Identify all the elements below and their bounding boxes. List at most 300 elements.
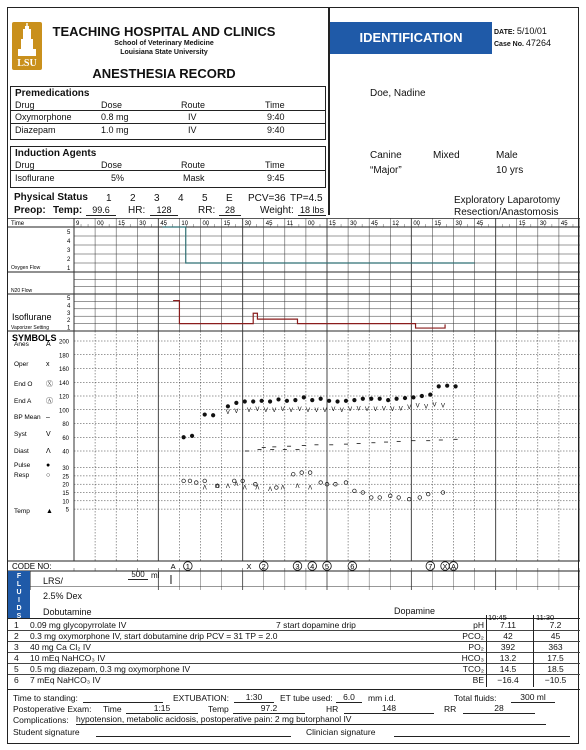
pulse-point [203, 412, 207, 416]
student-signature-label: Student signature [13, 727, 80, 737]
agent-scale-tick: 1 [67, 325, 71, 332]
patient-species: Canine [370, 150, 402, 161]
lab-value-1: 392 [500, 642, 516, 652]
y-scale-tick: 80 [62, 422, 69, 428]
code-mark: 3 [295, 562, 300, 571]
time-tick: 45 [265, 221, 273, 227]
postop-rr-value: 28 [463, 703, 535, 714]
agent-scale-tick: 4 [67, 303, 71, 310]
systolic-point: V [263, 407, 268, 414]
systolic-point: V [398, 406, 403, 413]
footer-section [8, 689, 580, 745]
status-option-4: 4 [178, 193, 184, 204]
code-mark: A [170, 562, 176, 571]
y-scale-tick: 140 [58, 380, 69, 387]
resp-point [426, 492, 430, 496]
agent-scale-tick: 3 [67, 310, 71, 317]
induction-col-time: Time [265, 160, 285, 170]
code-mark: 1 [185, 562, 190, 571]
fluid-row-1: LRS/ [43, 576, 64, 586]
resp-point [378, 496, 382, 500]
symbol-glyph: Ⓐ [46, 398, 53, 405]
systolic-point: V [440, 403, 445, 410]
pulse-point [293, 398, 297, 402]
systolic-point: V [246, 407, 251, 414]
time-tick: 45 [160, 221, 168, 227]
event-number: 2 [14, 631, 19, 641]
lab-value-2: 17.5 [547, 653, 564, 663]
y-scale-tick: 25 [62, 474, 69, 481]
lab-label: HCO₃ [461, 653, 484, 663]
temp-point: Λ [308, 485, 313, 492]
lab-label: PO₂ [468, 642, 484, 652]
resp-point [418, 496, 422, 500]
induction-heading: Induction Agents [15, 148, 97, 159]
pulse-point [190, 434, 194, 438]
resp-point [188, 479, 192, 483]
code-mark: X [246, 562, 252, 571]
pulse-point [243, 399, 247, 403]
fluid-volume: 500 [128, 570, 148, 580]
event-number: 6 [14, 675, 19, 685]
systolic-point: V [289, 407, 294, 414]
symbol-glyph: Ⓧ [46, 381, 53, 388]
pulse-point [211, 413, 215, 417]
time-tick: 00 [202, 221, 210, 227]
systolic-point: V [322, 407, 327, 414]
lab-label: BE [472, 675, 484, 685]
event-text: 10 mEq NaHCO₃ IV [30, 653, 106, 663]
time-tick: 10 [181, 221, 189, 227]
time-tick: 15 [223, 221, 231, 227]
time-tick: 45 [371, 221, 378, 227]
date-label: DATE: [494, 29, 515, 36]
tower-icon [12, 23, 42, 59]
code-mark: A [450, 562, 457, 571]
y-scale-tick: 160 [58, 367, 69, 373]
preop-hr-label: HR: [128, 205, 146, 216]
y-scale-tick: 180 [58, 353, 69, 360]
fluid-row-2: 2.5% Dex [43, 591, 83, 601]
pcv-value: PCV=36 [248, 193, 286, 204]
event-extra: 7 start dopamine drip [276, 620, 356, 630]
anesthesia-record-page [7, 7, 579, 744]
premed-row-1-dose: 0.8 mg [101, 112, 129, 122]
time-tick: 15 [329, 221, 336, 227]
symbol-label: Temp [14, 508, 30, 515]
identification-divider [328, 8, 330, 215]
induction-col-route: Route [181, 160, 206, 170]
patient-breed: Mixed [433, 150, 460, 161]
lab-value-1: 7.11 [500, 620, 516, 630]
pulse-point [352, 398, 356, 402]
pulse-point [378, 397, 382, 401]
resp-point [203, 479, 207, 483]
time-tick: 45 [560, 221, 568, 227]
event-text: 40 mg Ca Cl₂ IV [30, 642, 91, 652]
fluid-row-3: Dobutamine [43, 607, 92, 617]
symbol-glyph: ○ [46, 472, 51, 479]
preop-label: Preop: [14, 205, 46, 216]
patient-age: 10 yrs [496, 165, 524, 176]
event-text: 0.09 mg glycopyrrolate IV [30, 620, 127, 630]
premed-row-1-drug: Oxymorphone [15, 112, 72, 122]
systolic-point: V [348, 407, 353, 414]
temp-point: Λ [280, 485, 285, 492]
status-option-e: E [226, 193, 233, 204]
premed-heading: Premedications [15, 88, 90, 99]
symbol-label: Syst [14, 431, 27, 438]
code-mark: 4 [310, 562, 315, 571]
y-scale-tick: 5 [65, 507, 69, 514]
oxygen-scale-tick: 4 [67, 239, 71, 245]
y-scale-tick: 10 [62, 499, 69, 506]
systolic-point: V [432, 402, 437, 409]
systolic-point: V [390, 407, 395, 414]
extubation-value: 1:30 [234, 692, 274, 703]
systolic-point: V [365, 407, 370, 414]
pulse-point [260, 399, 264, 403]
symbol-label: BP Mean [14, 414, 41, 421]
postop-temp-value: 97.2 [233, 703, 305, 714]
time-tick: 12 [392, 221, 399, 227]
time-tick: 15 [118, 221, 125, 227]
resp-point [308, 471, 312, 475]
fluid-unit: ml [151, 571, 160, 580]
n2o-flow-label: N20 Flow [11, 288, 33, 294]
time-tick: 00 [97, 221, 104, 227]
physical-status-label: Physical Status [14, 192, 88, 203]
symbol-glyph: ▲ [46, 508, 53, 515]
preop-rr-label: RR: [198, 205, 216, 216]
time-tick: 30 [455, 221, 463, 227]
temp-point: Λ [255, 485, 260, 492]
symbol-label: Pulse [14, 462, 31, 469]
lab-value-1: 14.5 [499, 664, 517, 674]
premed-row-2-dose: 1.0 mg [101, 125, 129, 135]
premed-row-1-time: 9:40 [267, 112, 285, 122]
date-value: 5/10/01 [516, 26, 547, 36]
procedure-line-1: Exploratory Laparotomy [454, 195, 561, 206]
pulse-point [276, 397, 280, 401]
identification-header: IDENTIFICATION [330, 22, 492, 54]
temp-point: Λ [295, 483, 300, 490]
resp-point [182, 479, 186, 483]
systolic-point: V [314, 407, 319, 414]
premed-row-2-time: 9:40 [267, 125, 285, 135]
time-label: Time [11, 221, 25, 227]
patient-sex: Male [496, 150, 518, 161]
clinician-signature-line[interactable] [394, 736, 570, 737]
student-signature-line[interactable] [96, 736, 291, 737]
et-label: ET tube used: [280, 693, 333, 703]
code-mark: 6 [350, 562, 355, 571]
time-tick: 15 [434, 221, 442, 227]
time-tick: 30 [539, 221, 547, 227]
clinician-signature-label: Clinician signature [306, 727, 376, 737]
temp-point: Λ [225, 483, 230, 490]
systolic-point: V [306, 407, 311, 414]
logo-text: LSU [17, 58, 37, 69]
induction-row-route: Mask [183, 173, 205, 183]
resp-point [369, 496, 373, 500]
pulse-point [285, 399, 289, 403]
pulse-point [386, 398, 390, 402]
pulse-point [182, 435, 186, 439]
pulse-point [394, 397, 398, 401]
event-number: 3 [14, 642, 19, 652]
symbol-glyph: V [46, 431, 51, 438]
time-tick: 30 [244, 221, 252, 227]
status-option-3: 3 [154, 193, 160, 204]
preop-weight-label: Weight: [260, 205, 294, 216]
oxygen-scale-tick: 5 [67, 230, 71, 236]
y-scale-tick: 100 [58, 408, 69, 415]
systolic-point: V [225, 409, 230, 416]
pulse-point [403, 396, 407, 400]
postop-hr-label: HR [326, 704, 339, 714]
pulse-point [344, 399, 348, 403]
pulse-point [310, 398, 314, 402]
premed-col-route: Route [181, 100, 206, 110]
lab-value-1: 13.2 [499, 653, 517, 663]
agent-scale-tick: 5 [67, 296, 71, 302]
systolic-point: V [424, 404, 429, 411]
university-name: Louisiana State University [120, 49, 208, 56]
symbol-glyph: x [46, 361, 50, 368]
time-tick: 30 [350, 221, 357, 227]
hospital-title: TEACHING HOSPITAL AND CLINICS [52, 24, 276, 39]
postop-time-label: Time [103, 704, 122, 714]
lab-value-2: 7.2 [549, 620, 562, 630]
systolic-point: V [280, 407, 285, 414]
extubation-label: EXTUBATION: [173, 693, 230, 703]
time-tick: 15 [518, 221, 526, 227]
case-label: Case No. [494, 41, 524, 48]
status-option-2: 2 [130, 193, 136, 204]
lsu-logo [12, 22, 42, 70]
symbol-label: Diast [14, 448, 29, 455]
systolic-point: V [381, 406, 386, 413]
postop-label: Postoperative Exam: [13, 704, 92, 714]
resp-point [407, 497, 411, 501]
pulse-point [226, 404, 230, 408]
preop-hr-value: 128 [150, 205, 178, 216]
symbol-label: End A [14, 398, 32, 405]
lab-value-2: 18.5 [547, 664, 564, 674]
agent-label: Isoflurane [12, 312, 52, 322]
systolic-point: V [297, 407, 302, 414]
code-label: CODE NO: [12, 562, 52, 571]
procedure-line-2: Resection/Anastomosis [454, 207, 559, 218]
code-mark: X [442, 562, 448, 571]
resp-point [300, 471, 304, 475]
oxygen-scale-tick: 2 [67, 257, 71, 263]
pulse-point [420, 394, 424, 398]
y-scale-tick: 120 [58, 394, 69, 401]
complications-value: hypotension, metabolic acidosis, postoperative pain: 2 mg butorphanol IV [76, 714, 546, 725]
lab-value-2: 363 [548, 642, 563, 652]
school-name: School of Veterinary Medicine [114, 40, 214, 47]
standing-label: Time to standing: [13, 693, 78, 703]
systolic-point: V [331, 407, 336, 414]
resp-point [353, 489, 357, 493]
event-text: 0.5 mg diazepam, 0.3 mg oxymorphone IV [30, 664, 191, 674]
induction-col-dose: Dose [101, 160, 123, 170]
y-scale-tick: 40 [62, 449, 69, 456]
standing-value [83, 693, 163, 703]
anesthesia-grid [8, 218, 580, 590]
y-scale-tick: 20 [62, 482, 69, 489]
pulse-point [369, 397, 373, 401]
complications-label: Complications: [13, 715, 69, 725]
tp-value: TP=4.5 [290, 193, 323, 204]
status-option-5: 5 [202, 193, 208, 204]
lab-value-1: −16.4 [497, 675, 519, 685]
induction-box [10, 146, 326, 188]
temp-point: Λ [215, 483, 220, 490]
y-scale-tick: 15 [62, 491, 69, 497]
postop-time-value: 1:15 [126, 703, 198, 714]
event-number: 1 [14, 620, 19, 630]
pulse-point [454, 384, 458, 388]
lab-label: pH [473, 620, 484, 630]
lab-value-1: 42 [503, 631, 513, 641]
systolic-point: V [373, 407, 378, 414]
fluids-side-label [8, 571, 30, 619]
time-tick: 30 [139, 221, 146, 227]
status-option-1: 1 [106, 193, 112, 204]
oxygen-scale-tick: 1 [67, 266, 71, 272]
case-value: 47264 [525, 38, 551, 48]
symbols-heading: SYMBOLS [12, 333, 57, 343]
et-unit: mm i.d. [368, 693, 396, 703]
lab-value-2: 45 [550, 631, 561, 641]
isoflurane-trace [173, 301, 445, 328]
oxygen-scale-tick: 3 [67, 248, 71, 254]
postop-hr-value: 148 [344, 703, 434, 714]
symbol-label: Resp [14, 472, 30, 479]
premed-row-1-route: IV [188, 112, 197, 122]
symbol-glyph: ● [46, 462, 51, 469]
lab-label: TCO₂ [462, 664, 484, 674]
oxygen-flow-label: Oxygen Flow [11, 265, 41, 271]
premedications-box [10, 86, 326, 140]
induction-row-time: 9:45 [267, 173, 285, 183]
patient-call-name: “Major” [370, 165, 402, 176]
pulse-point [428, 393, 432, 397]
event-number: 4 [14, 653, 19, 663]
systolic-point: V [234, 409, 239, 416]
induction-col-drug: Drug [15, 160, 35, 170]
premed-col-drug: Drug [15, 100, 35, 110]
systolic-point: V [339, 407, 344, 414]
pulse-point [234, 401, 238, 405]
event-number: 5 [14, 664, 19, 674]
resp-point [397, 496, 401, 500]
resp-point [275, 486, 279, 490]
time-tick: 00 [307, 221, 315, 227]
resp-point [319, 481, 323, 485]
temp-point: Λ [268, 487, 273, 494]
postop-rr-label: RR [444, 704, 457, 714]
temp-point: Λ [242, 485, 247, 492]
pulse-point [335, 399, 339, 403]
code-mark: 5 [324, 562, 330, 571]
resp-point [291, 472, 295, 476]
time-tick: 11 [286, 221, 294, 227]
y-scale-tick: 60 [62, 435, 69, 442]
pulse-point [251, 399, 255, 403]
pulse-point [411, 395, 415, 399]
pulse-point [361, 397, 365, 401]
systolic-point: V [415, 403, 420, 410]
symbol-label: Anes [14, 341, 29, 348]
pulse-point [327, 399, 331, 403]
total-fluids-value: 300 ml [511, 692, 555, 703]
symbol-glyph: A [46, 341, 51, 348]
symbol-glyph: – [46, 414, 50, 421]
fluid-dopamine: Dopamine [394, 606, 436, 616]
time-tick: 00 [413, 221, 421, 227]
et-value: 6.0 [336, 692, 362, 703]
resp-point [194, 481, 198, 485]
induction-row-dose: 5% [111, 173, 125, 183]
premed-row-2-drug: Diazepam [15, 125, 56, 135]
symbol-label: Oper [14, 361, 29, 368]
symbol-glyph: Λ [46, 448, 51, 455]
time-tick: 45 [476, 221, 484, 227]
event-text: 7 mEq NaHCO₃ IV [30, 675, 101, 685]
lab-time-2: 11:30 [536, 613, 555, 622]
patient-name: Doe, Nadine [370, 88, 426, 99]
premed-col-time: Time [265, 100, 285, 110]
event-text: 0.3 mg oxymorphone IV, start dobutamine drip PCV = 31 TP = 2.0 [30, 631, 278, 641]
temp-point: Λ [234, 482, 239, 489]
preop-rr-value: 28 [219, 205, 241, 216]
time-tick: 9 [76, 221, 80, 227]
preop-temp-label: Temp: [53, 205, 83, 216]
symbol-label: End O [14, 381, 33, 388]
agent-scale-tick: 2 [67, 318, 71, 325]
events-section [8, 613, 580, 690]
premed-col-dose: Dose [101, 100, 123, 110]
pulse-point [268, 399, 272, 403]
pulse-point [302, 395, 306, 399]
lab-label: PCO₂ [462, 631, 484, 641]
fluids-label-text: FLUIDS [16, 573, 22, 620]
premed-row-2-route: IV [188, 125, 197, 135]
preop-temp-value: 99.6 [86, 205, 116, 216]
resp-point [344, 481, 348, 485]
preop-weight-value: 18 lbs [299, 205, 325, 215]
total-fluids-label: Total fluids: [454, 693, 497, 703]
systolic-point: V [272, 407, 277, 414]
date-case-block [494, 26, 551, 50]
systolic-point: V [255, 407, 260, 414]
code-mark: 2 [261, 562, 266, 571]
vaporizer-label: Vaporizer Setting [11, 325, 49, 331]
pulse-point [319, 397, 323, 401]
induction-row-drug: Isoflurane [15, 173, 55, 183]
pulse-point [437, 384, 441, 388]
lab-value-2: −10.5 [544, 675, 567, 685]
y-scale-tick: 30 [62, 466, 69, 473]
systolic-point: V [407, 405, 412, 411]
y-scale-tick: 200 [58, 339, 69, 346]
postop-temp-label: Temp [208, 704, 229, 714]
record-title: ANESTHESIA RECORD [92, 66, 236, 81]
